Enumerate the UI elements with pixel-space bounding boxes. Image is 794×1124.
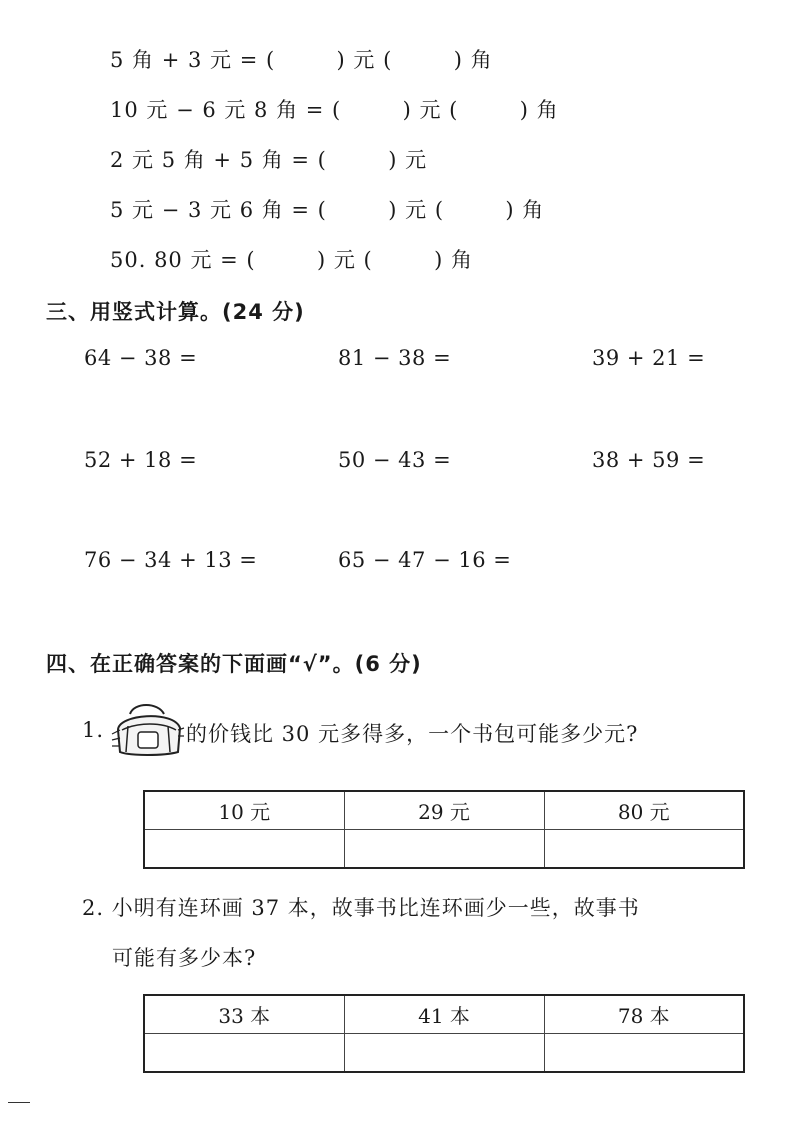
q1-answer-cell-3[interactable] <box>544 830 744 869</box>
q2-option-1: 33 本 <box>144 995 344 1034</box>
calc-problem-4: 52 + 18 = <box>84 448 198 472</box>
q2-answer-cell-3[interactable] <box>544 1034 744 1073</box>
calc-problem-5: 50 − 43 = <box>338 448 452 472</box>
q2-option-2: 41 本 <box>344 995 544 1034</box>
calc-problem-2: 81 − 38 = <box>338 346 452 370</box>
q2-answer-cell-1[interactable] <box>144 1034 344 1073</box>
section-3-heading: 三、用竖式计算。(24 分) <box>46 300 305 324</box>
section-4-heading: 四、在正确答案的下面画“√”。(6 分) <box>46 652 422 676</box>
conversion-line-1: 5 角 + 3 元 = ( ) 元 ( ) 角 <box>110 48 493 72</box>
q1-option-2: 29 元 <box>344 791 544 830</box>
question-1-text: 的价钱比 30 元多得多，一个书包可能多少元? <box>186 722 639 746</box>
calc-problem-7: 76 − 34 + 13 = <box>84 548 258 572</box>
conversion-line-2: 10 元 − 6 元 8 角 = ( ) 元 ( ) 角 <box>110 98 559 122</box>
question-1-number: 1. <box>82 718 105 742</box>
calc-problem-1: 64 − 38 = <box>84 346 198 370</box>
calc-problem-6: 38 + 59 = <box>592 448 706 472</box>
question-2-line-1: 2. 小明有连环画 37 本，故事书比连环画少一些，故事书 <box>82 896 640 920</box>
question-2-line-2: 可能有多少本? <box>112 946 257 970</box>
page-corner-mark <box>8 1102 30 1103</box>
q2-option-3: 78 本 <box>544 995 744 1034</box>
question-1-answer-table <box>143 790 745 869</box>
q2-answer-cell-2[interactable] <box>344 1034 544 1073</box>
calc-problem-3: 39 + 21 = <box>592 346 706 370</box>
question-2-answer-table <box>143 994 745 1073</box>
q1-option-3: 80 元 <box>544 791 744 830</box>
conversion-line-5: 50. 80 元 = ( ) 元 ( ) 角 <box>110 248 474 272</box>
q1-answer-cell-2[interactable] <box>344 830 544 869</box>
q1-answer-cell-1[interactable] <box>144 830 344 869</box>
q1-option-1: 10 元 <box>144 791 344 830</box>
schoolbag-icon <box>108 700 186 758</box>
conversion-line-3: 2 元 5 角 + 5 角 = ( ) 元 <box>110 148 428 172</box>
calc-problem-8: 65 − 47 − 16 = <box>338 548 512 572</box>
conversion-line-4: 5 元 − 3 元 6 角 = ( ) 元 ( ) 角 <box>110 198 545 222</box>
